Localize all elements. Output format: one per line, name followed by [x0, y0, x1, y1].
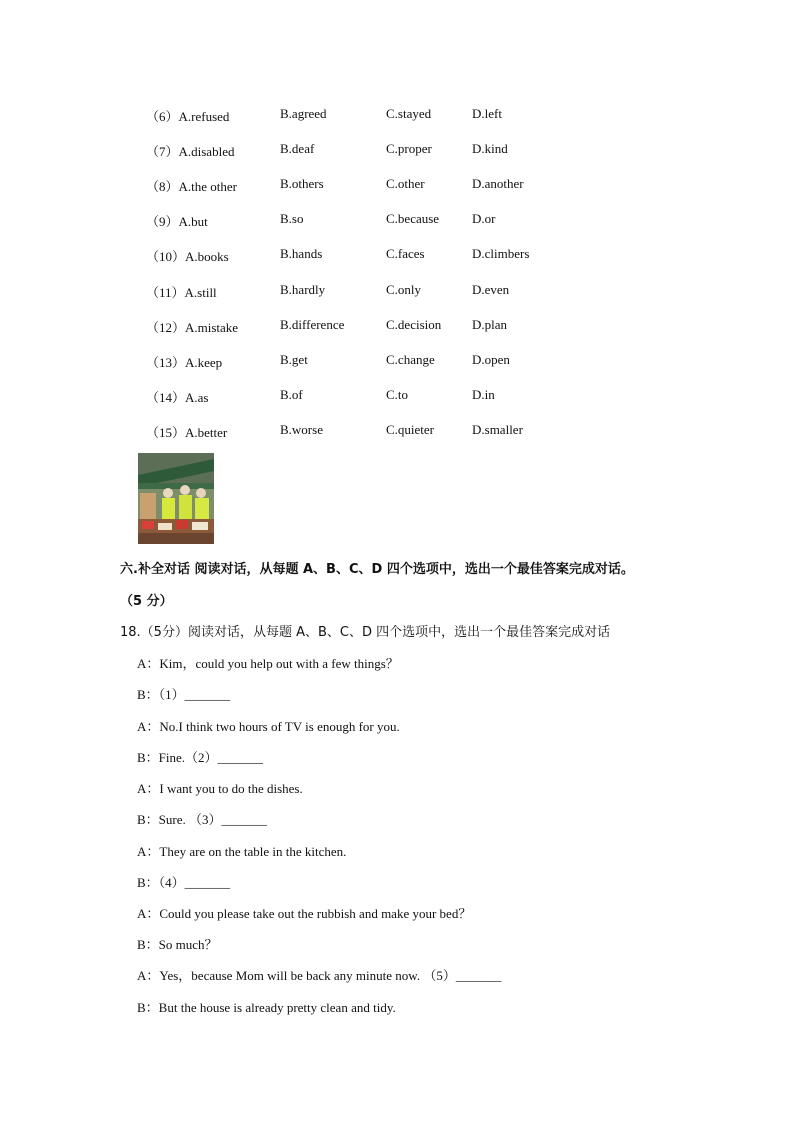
option-b: B.difference	[280, 317, 345, 332]
option-row	[0, 176, 794, 194]
option-row	[0, 246, 794, 264]
option-c: C.decision	[386, 317, 442, 332]
option-c: C.faces	[386, 246, 425, 261]
option-d: D.left	[472, 106, 502, 121]
dialogue-line: A：Yes，because Mom will be back any minute now. （5）_______	[137, 968, 502, 983]
dialogue-line: B：So much？	[137, 937, 218, 952]
option-b: B.so	[280, 211, 304, 226]
option-d: D.open	[472, 352, 510, 367]
section-score: （5 分）	[120, 594, 173, 609]
dialogue-line: B：（4）_______	[137, 875, 231, 890]
option-b: B.hardly	[280, 282, 326, 297]
option-d: D.in	[472, 387, 495, 402]
option-row	[0, 317, 794, 335]
option-row	[0, 282, 794, 300]
question-title: 18.（5分）阅读对话，从每题 A、B、C、D 四个选项中，选出一个最佳答案完成对话	[120, 625, 611, 640]
option-b: B.deaf	[280, 141, 315, 156]
option-b: B.others	[280, 176, 324, 191]
option-c: C.to	[386, 387, 409, 402]
option-c: C.proper	[386, 141, 432, 156]
dialogue-line: B：（1）_______	[137, 687, 231, 702]
dialogue-line: B：But the house is already pretty clean and tidy.	[137, 1000, 396, 1015]
dialogue-line: A：Could you please take out the rubbish and make your bed？	[137, 906, 472, 921]
option-row	[0, 211, 794, 229]
option-b: B.hands	[280, 246, 323, 261]
option-a: （11）A.still	[146, 285, 217, 300]
option-a: （7）A.disabled	[146, 144, 235, 159]
option-c: C.quieter	[386, 422, 435, 437]
option-c: C.change	[386, 352, 435, 367]
option-row	[0, 352, 794, 370]
option-row	[0, 106, 794, 124]
section-title: 六.补全对话 阅读对话，从每题 A、B、C、D 四个选项中，选出一个最佳答案完成对话。	[120, 562, 634, 577]
option-a: （14）A.as	[146, 390, 209, 405]
option-a: （6）A.refused	[146, 109, 230, 124]
dialogue-line: A：I want you to do the dishes.	[137, 781, 303, 796]
option-a: （9）A.but	[146, 214, 208, 229]
option-c: C.other	[386, 176, 425, 191]
volunteers-photo	[138, 453, 214, 544]
option-b: B.of	[280, 387, 303, 402]
option-a: （13）A.keep	[146, 355, 223, 370]
option-b: B.worse	[280, 422, 323, 437]
option-a: （8）A.the other	[146, 179, 237, 194]
option-d: D.or	[472, 211, 496, 226]
dialogue-line: B：Sure. （3）_______	[137, 812, 268, 827]
option-d: D.another	[472, 176, 524, 191]
option-c: C.because	[386, 211, 440, 226]
option-d: D.climbers	[472, 246, 530, 261]
option-b: B.agreed	[280, 106, 327, 121]
option-d: D.smaller	[472, 422, 523, 437]
option-d: D.even	[472, 282, 510, 297]
option-d: D.plan	[472, 317, 508, 332]
option-row	[0, 422, 794, 440]
option-row	[0, 387, 794, 405]
option-c: C.only	[386, 282, 422, 297]
option-a: （10）A.books	[146, 249, 229, 264]
dialogue-line: B：Fine.（2）_______	[137, 750, 264, 765]
dialogue-line: A：Kim，could you help out with a few things？	[137, 656, 399, 671]
dialogue-line: A：They are on the table in the kitchen.	[137, 844, 347, 859]
option-d: D.kind	[472, 141, 508, 156]
option-b: B.get	[280, 352, 308, 367]
option-a: （15）A.better	[146, 425, 228, 440]
option-row	[0, 141, 794, 159]
option-a: （12）A.mistake	[146, 320, 239, 335]
dialogue-line: A：No.I think two hours of TV is enough for you.	[137, 719, 400, 734]
option-c: C.stayed	[386, 106, 432, 121]
